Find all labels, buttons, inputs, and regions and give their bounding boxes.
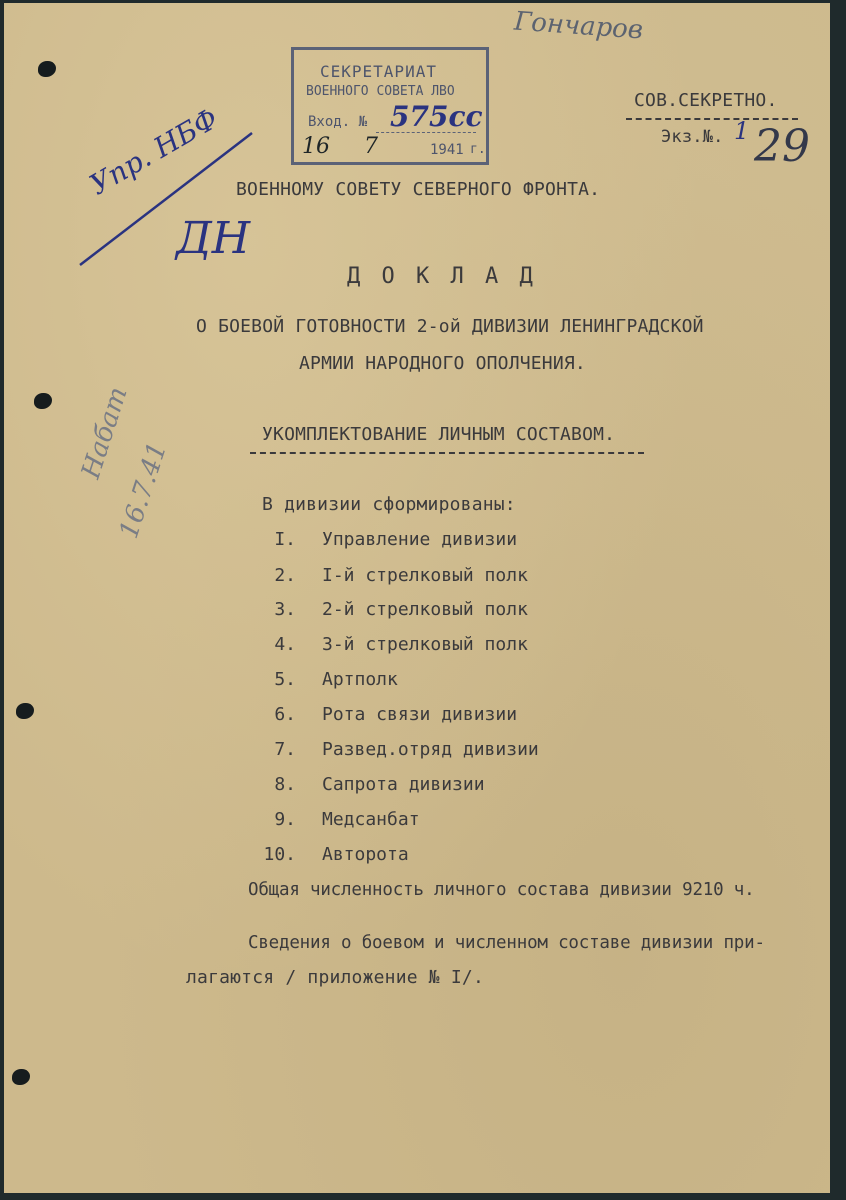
list-item-name: Медсанбат — [322, 809, 420, 830]
classification-label: СОВ.СЕКРЕТНО. — [634, 90, 778, 111]
list-item-number: 8. — [274, 774, 296, 795]
stamp-date-day: 16 — [302, 134, 330, 159]
stamp-date-month: 7 — [364, 134, 378, 159]
list-item-number: 4. — [274, 634, 296, 655]
list-item-number: 2. — [274, 565, 296, 586]
list-item-name: I-й стрелковый полк — [322, 565, 528, 586]
list-item-number: 10. — [263, 844, 296, 865]
list-item-name: Развед.отряд дивизии — [322, 739, 539, 760]
list-item-name: Управление дивизии — [322, 529, 518, 550]
punch-hole-2 — [34, 393, 52, 409]
margin-resolution-mark: ДН — [176, 213, 251, 264]
stamp-rule — [376, 132, 476, 134]
document-page — [4, 3, 830, 1193]
margin-resolution: Упр. НБФ — [84, 101, 224, 202]
subject-line-2: АРМИИ НАРОДНОГО ОПОЛЧЕНИЯ. — [299, 353, 586, 374]
secretariat-stamp — [291, 47, 489, 165]
addressee: ВОЕННОМУ СОВЕТУ СЕВЕРНОГО ФРОНТА. — [236, 179, 601, 200]
margin-sign-date: 16.7.41 — [114, 438, 174, 543]
document-title: Д О К Л А Д — [347, 264, 537, 289]
stamp-line-2: ВОЕННОГО СОВЕТА ЛВО — [306, 84, 455, 99]
closing-line-1: Сведения о боевом и численном составе дивизии при- — [248, 933, 765, 953]
punch-hole-4 — [12, 1069, 30, 1085]
subject-line-1: О БОЕВОЙ ГОТОВНОСТИ 2-ой ДИВИЗИИ ЛЕНИНГРАДСКОЙ — [196, 316, 704, 337]
punch-hole-1 — [38, 61, 56, 77]
punch-hole-3 — [16, 703, 34, 719]
units-intro: В дивизии сформированы: — [262, 494, 516, 515]
stamp-incoming-label: Вход. № — [308, 114, 368, 130]
list-item-number: 6. — [274, 704, 296, 725]
list-item-number: 9. — [274, 809, 296, 830]
page-number: 29 — [754, 121, 810, 172]
list-item-number: 5. — [274, 669, 296, 690]
copy-label: Экз.№. — [661, 127, 724, 147]
copy-number: 1 — [734, 117, 750, 145]
margin-sign-name: Набат — [76, 383, 134, 483]
top-signature: Гончаров — [513, 6, 644, 46]
section-heading: УКОМПЛЕКТОВАНИЕ ЛИЧНЫМ СОСТАВОМ. — [262, 424, 616, 445]
section-heading-rule — [250, 452, 644, 454]
list-item-number: I. — [274, 529, 296, 550]
list-item-name: 2-й стрелковый полк — [322, 599, 528, 620]
stamp-date-year: 1941 — [430, 142, 464, 158]
list-item-name: Рота связи дивизии — [322, 704, 518, 725]
stamp-incoming-number: 575сс — [390, 100, 483, 133]
closing-line-2: лагаются / приложение № I/. — [186, 967, 484, 988]
total-personnel: Общая численность личного состава дивизии 9210 ч. — [248, 880, 755, 900]
stamp-line-1: СЕКРЕТАРИАТ — [320, 62, 437, 81]
stamp-date-year-suffix: г. — [470, 142, 486, 157]
list-item-name: Сапрота дивизии — [322, 774, 485, 795]
classification-rule — [626, 118, 798, 120]
list-item-name: 3-й стрелковый полк — [322, 634, 528, 655]
list-item-number: 7. — [274, 739, 296, 760]
list-item-name: Артполк — [322, 669, 398, 690]
list-item-number: 3. — [274, 599, 296, 620]
list-item-name: Авторота — [322, 844, 409, 865]
